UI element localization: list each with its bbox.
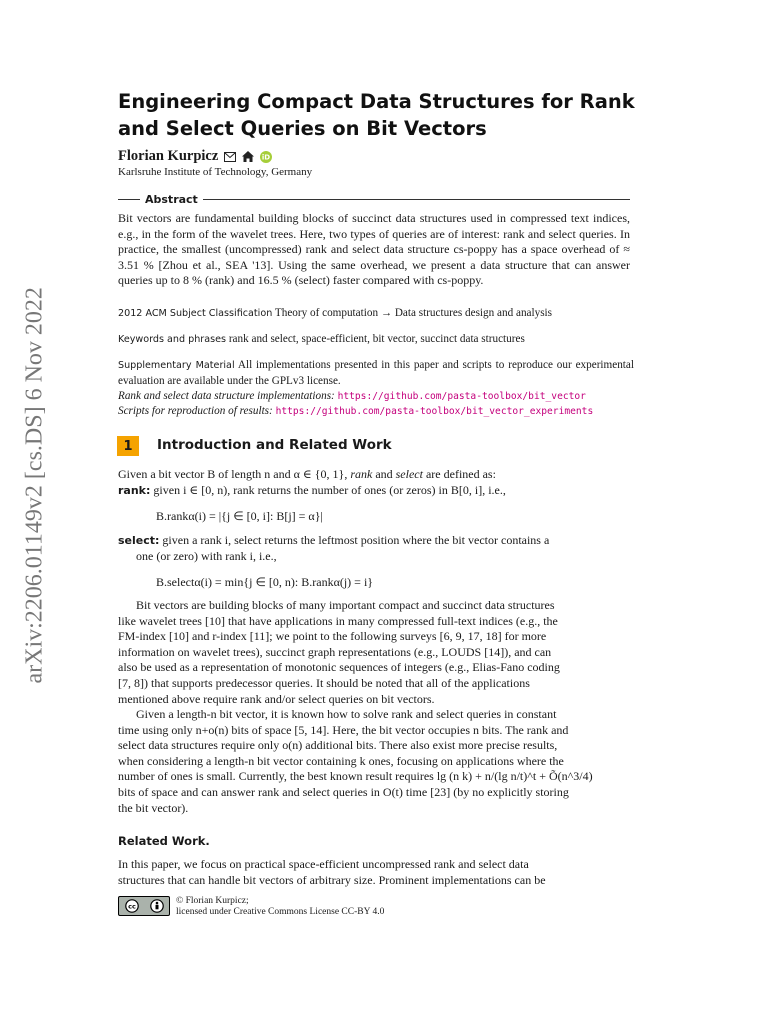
abstract-heading <box>118 192 630 206</box>
author-row <box>118 148 272 165</box>
select-label: select: <box>118 534 160 547</box>
p3-line: Given a length-n bit vector, it is known how to solve rank and select queries in constant <box>136 707 557 721</box>
p4-line: In this paper, we focus on practical space-efficient uncompressed rank and select data <box>118 857 529 871</box>
p3-line: time using only n+o(n) bits of space [5, 14]. Here, the bit vector occupies n bits. The rank and <box>118 722 569 737</box>
keywords-text: rank and select, space-efficient, bit vector, succinct data structures <box>228 333 525 345</box>
footer-copyright: © Florian Kurpicz; <box>176 896 249 906</box>
p2-line: [7, 8]) that supports predecessor queries. It should be noted that all of the applications <box>118 675 530 690</box>
supp-impl-link[interactable]: https://github.com/pasta-toolbox/bit_vector <box>337 391 586 402</box>
p2-line: Bit vectors are building blocks of many important compact and succinct data structures <box>136 598 555 612</box>
abstract-text: Bit vectors are fundamental building blocks of succinct data structures used in compressed text indices, e.g., in the form of the wavelet trees. Here, two types of queries are of interest: rank and select queries. In practice, the smallest (uncompressed) rank and select data structure cs-poppy has a space overhead of ≈ 3.51 % [Zhou et al., SEA '13]. Using the same overhead, we present a data structure that can answer queries up to 8 % (rank) and 16.5 % (select) faster compared with cs-poppy. <box>118 211 630 288</box>
arxiv-side-stamp: arXiv:2206.01149v2 [cs.DS] 6 Nov 2022 <box>21 287 48 684</box>
p3-line: number of ones is small. Currently, the best known result requires lg (n k) + n/(lg n/t)^t + Õ(n^3/4) <box>118 769 593 784</box>
p3-line: select data structures require only o(n) additional bits. There also exist more precise results, <box>118 738 558 753</box>
select-equation: B.selectα(i) = min{j ∈ [0, n): B.rankα(j) = i} <box>156 575 374 589</box>
intro-p1-rank: rank <box>350 467 373 481</box>
intro-p1-and: and <box>372 467 396 481</box>
select-text-1: given a rank i, select returns the leftmost position where the bit vector contains a <box>162 533 550 547</box>
select-definition <box>118 533 630 549</box>
p3-line: bits of space and can answer rank and select queries in O(t) time [23] (by no explicitly storing <box>118 784 569 799</box>
p3-line: when considering a length-n bit vector containing k ones, focusing on applications where the <box>118 753 564 768</box>
supp-impl-line: Rank and select data structure implementations: https://github.com/pasta-toolbox/bit_vector <box>118 390 586 402</box>
affiliation: Karlsruhe Institute of Technology, Germany <box>118 166 313 178</box>
svg-text:iD: iD <box>262 153 271 162</box>
intro-paragraph-2 <box>118 598 630 707</box>
related-work-heading: Related Work. <box>118 834 210 848</box>
orcid-icon[interactable] <box>260 151 272 163</box>
supp-scripts-link[interactable]: https://github.com/pasta-toolbox/bit_vector_experiments <box>275 406 594 417</box>
supp-impl-label: Rank and select data structure implementations <box>118 390 332 402</box>
by-person-icon <box>150 899 164 913</box>
supp-scripts-line: Scripts for reproduction of results: https://github.com/pasta-toolbox/bit_vector_experiments <box>118 405 594 417</box>
rank-text: given i ∈ [0, n), rank returns the number of ones (or zeros) in B[0, i], i.e., <box>153 483 506 497</box>
section-number: 1 <box>117 436 139 456</box>
p2-line: also be used as a representation of monotonic sequences of integers (e.g., Elias-Fano coding <box>118 660 560 675</box>
email-icon[interactable] <box>224 152 236 162</box>
acm-text: Theory of computation → Data structures design and analysis <box>274 307 553 319</box>
rank-equation: B.rankα(i) = |{j ∈ [0, i]: B[j] = α}| <box>156 509 323 523</box>
intro-paragraph-3 <box>118 707 630 816</box>
title-line-1: Engineering Compact Data Structures for Rank <box>118 90 635 113</box>
supp-text: All implementations presented in this paper and scripts to reproduce our experimental evaluation are available under the GPLv3 license. <box>118 359 634 387</box>
supplementary-material <box>118 358 634 389</box>
supp-label: Supplementary Material <box>118 360 235 371</box>
p2-line: like wavelet trees [10] that have applications in many compressed full-text indices (e.g., the <box>118 613 558 628</box>
intro-paragraph-1 <box>118 467 630 483</box>
title-line-2: and Select Queries on Bit Vectors <box>118 117 487 140</box>
footer-license: licensed under Creative Commons License CC-BY 4.0 <box>176 907 385 917</box>
keywords-label: Keywords and phrases <box>118 334 227 345</box>
acm-classification <box>118 306 638 322</box>
p3-line: the bit vector). <box>118 800 189 815</box>
author-name: Florian Kurpicz <box>118 148 219 164</box>
p2-line: information on wavelet trees), succinct graph representations (e.g., LOUDS [14]), and can <box>118 644 552 659</box>
rank-label: rank: <box>118 484 151 497</box>
select-text-2: one (or zero) with rank i, i.e., <box>136 549 277 563</box>
rank-definition <box>118 483 630 499</box>
license-footer <box>118 896 384 918</box>
intro-p1-text-a: Given a bit vector B of length n and α ∈ {0, 1}, <box>118 467 351 481</box>
intro-p1-select: select <box>395 467 423 481</box>
keywords <box>118 332 638 348</box>
intro-p1-text-b: are defined as: <box>422 467 496 481</box>
acm-label: 2012 ACM Subject Classification <box>118 308 273 319</box>
home-icon[interactable] <box>242 151 254 162</box>
p4-line: structures that can handle bit vectors of arbitrary size. Prominent implementations can be <box>118 872 546 887</box>
p2-line: FM-index [10] and r-index [11]; we point to the following surveys [6, 9, 17, 18] for more <box>118 629 547 644</box>
cc-icon <box>125 899 139 913</box>
supp-scripts-label: Scripts for reproduction of results <box>118 405 270 417</box>
paper-title <box>118 88 678 142</box>
footer-text <box>176 896 384 918</box>
abstract-label: Abstract <box>145 192 198 206</box>
cc-by-badge[interactable] <box>118 896 170 916</box>
p2-line: mentioned above require rank and/or select queries on bit vectors. <box>118 691 435 706</box>
section-title: Introduction and Related Work <box>157 437 392 453</box>
related-work-paragraph <box>118 857 630 888</box>
svg-text:cc: cc <box>127 902 136 911</box>
